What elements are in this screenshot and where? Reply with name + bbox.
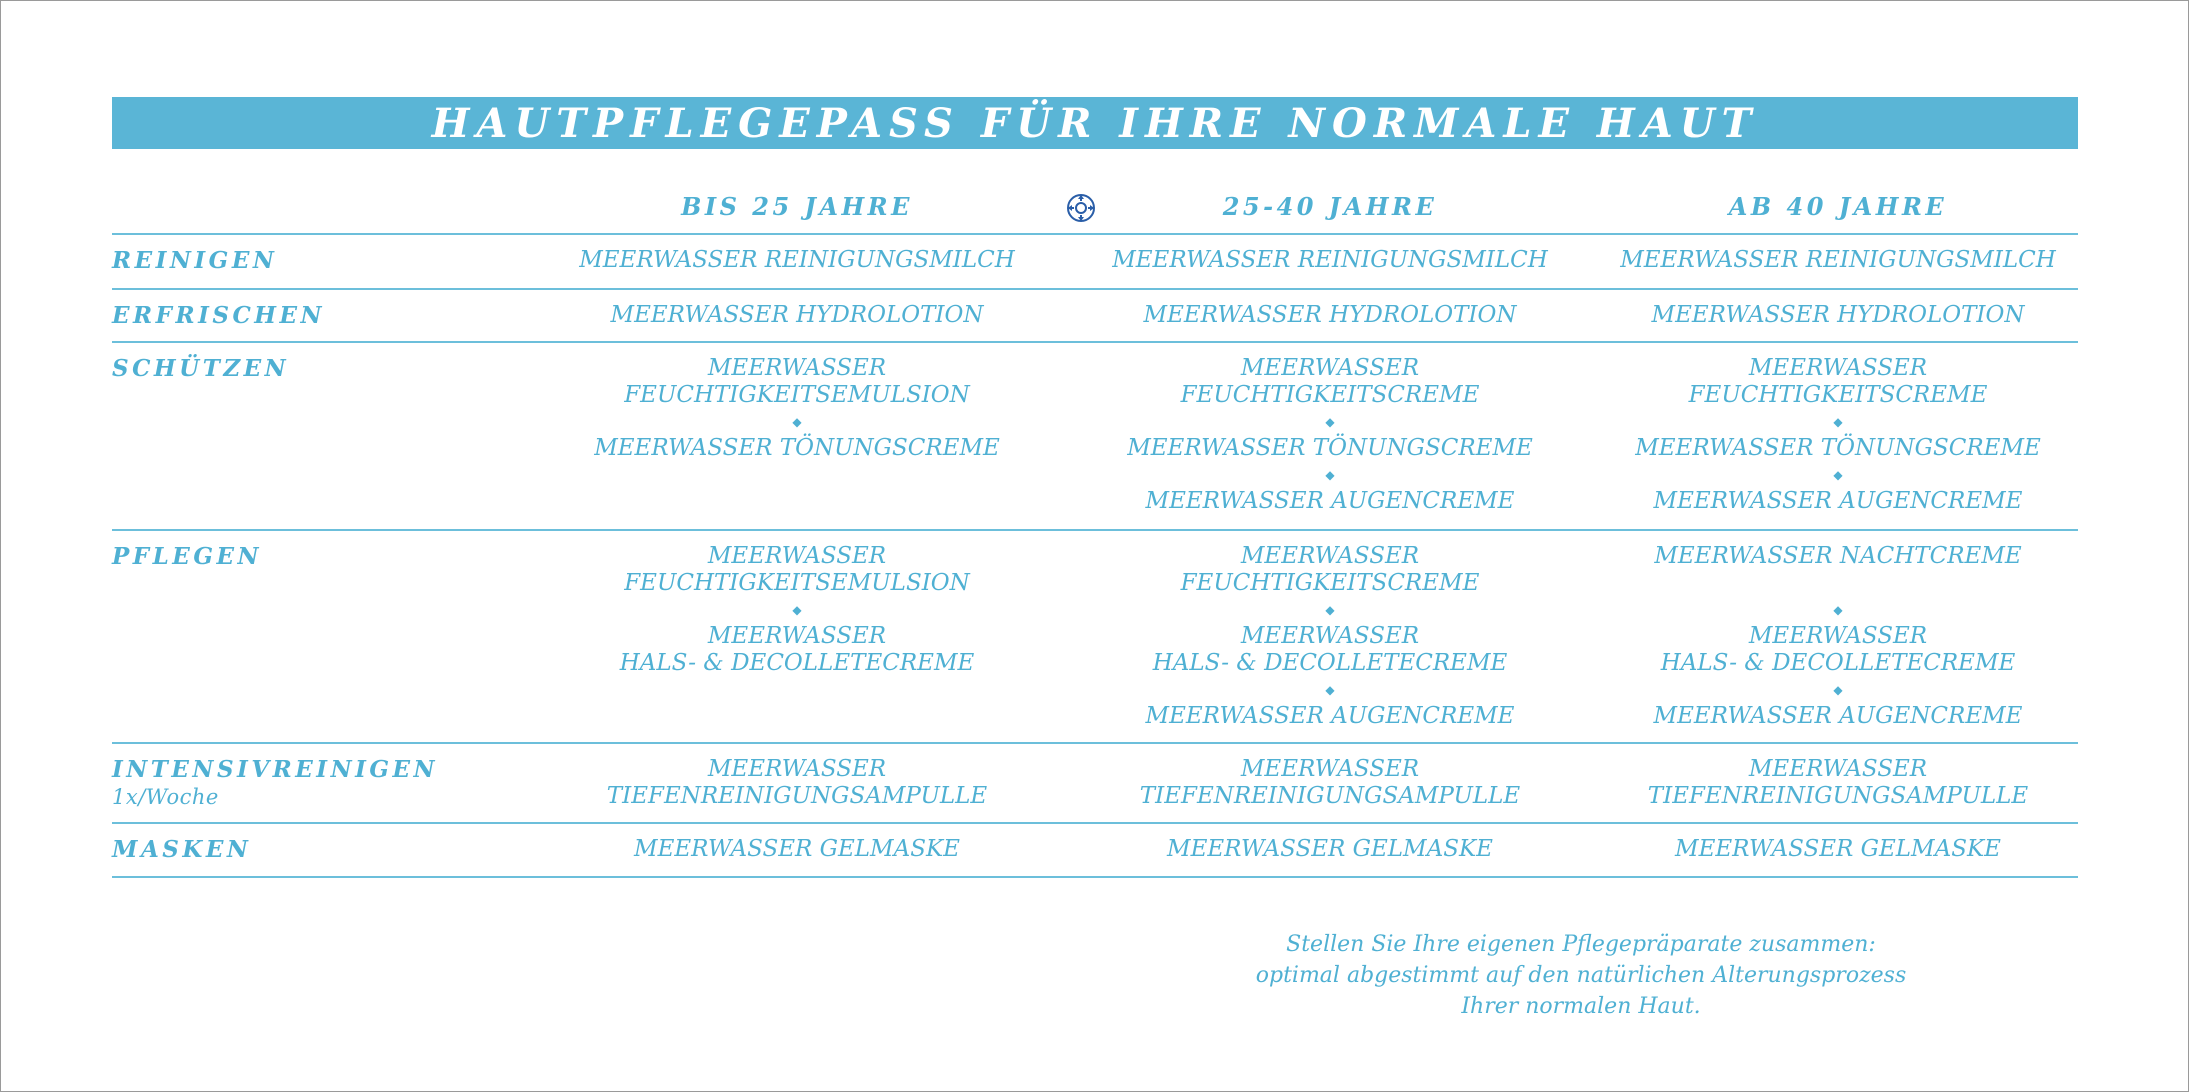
table-row xyxy=(112,343,2078,531)
header-empty-cell xyxy=(112,171,532,233)
product-name: TIEFENREINIGUNGSAMPULLE xyxy=(1647,783,2029,809)
product-name: MEERWASSER HYDROLOTION xyxy=(1143,302,1517,328)
table-cell xyxy=(532,343,1062,529)
product-name: MEERWASSER xyxy=(1240,543,1420,569)
table-cell xyxy=(532,235,1062,288)
product-name: FEUCHTIGKEITSEMULSION xyxy=(624,382,970,408)
page-title: HAUTPFLEGEPASS FÜR IHRE NORMALE HAUT xyxy=(431,99,1759,147)
separator-diamond-icon: ◆ xyxy=(1325,603,1335,617)
care-table xyxy=(112,171,2078,878)
footnote-line: Stellen Sie Ihre eigenen Pflegepräparate zusammen: xyxy=(1286,932,1876,957)
product-name: MEERWASSER HYDROLOTION xyxy=(610,302,984,328)
column-header: AB 40 JAHRE xyxy=(1728,192,1948,221)
row-label-sub: 1x/Woche xyxy=(112,785,219,809)
title-banner xyxy=(112,97,2078,149)
table-cell xyxy=(1062,744,1598,822)
row-label xyxy=(112,235,532,288)
table-cell xyxy=(532,824,1062,876)
table-cell xyxy=(1598,824,2078,876)
separator-diamond-icon: ◆ xyxy=(1833,415,1843,429)
product-name: MEERWASSER GELMASKE xyxy=(1675,836,2001,862)
product-name: MEERWASSER AUGENCREME xyxy=(1145,703,1515,729)
table-header-row xyxy=(112,171,2078,235)
row-label xyxy=(112,290,532,341)
row-label xyxy=(112,343,532,529)
column-header: 25-40 JAHRE xyxy=(1222,192,1438,221)
separator-diamond-icon: ◆ xyxy=(1325,415,1335,429)
row-label-text: PFLEGEN xyxy=(112,543,263,570)
row-label xyxy=(112,824,532,876)
row-label-text: MASKEN xyxy=(112,836,252,863)
product-name: MEERWASSER REINIGUNGSMILCH xyxy=(1620,247,2056,273)
table-cell xyxy=(1598,235,2078,288)
row-label-text: SCHÜTZEN xyxy=(112,355,290,382)
table-cell xyxy=(532,744,1062,822)
table-cell xyxy=(1062,824,1598,876)
column-header-wrap xyxy=(1062,171,1598,233)
row-label-text: ERFRISCHEN xyxy=(112,302,326,329)
row-label-text: INTENSIVREINIGEN xyxy=(112,756,439,783)
product-name: HALS- & DECOLLETECREME xyxy=(619,650,975,676)
row-label xyxy=(112,744,532,822)
row-label xyxy=(112,531,532,742)
footnote-line: optimal abgestimmt auf den natürlichen Alterungsprozess xyxy=(1255,963,1907,988)
product-name: MEERWASSER AUGENCREME xyxy=(1145,488,1515,514)
table-row xyxy=(112,235,2078,290)
table-row xyxy=(112,744,2078,824)
table-cell xyxy=(1062,531,1598,742)
table-cell xyxy=(532,290,1062,341)
crosshair-target-icon xyxy=(1066,193,1096,223)
footnote-line: Ihrer normalen Haut. xyxy=(1461,994,1701,1019)
product-name: HALS- & DECOLLETECREME xyxy=(1152,650,1508,676)
separator-diamond-icon: ◆ xyxy=(1833,683,1843,697)
product-name: TIEFENREINIGUNGSAMPULLE xyxy=(606,783,988,809)
table-row xyxy=(112,290,2078,343)
product-name: MEERWASSER xyxy=(1240,355,1420,381)
product-name: MEERWASSER GELMASKE xyxy=(634,836,960,862)
product-name: MEERWASSER TÖNUNGSCREME xyxy=(1635,435,2041,461)
column-header: BIS 25 JAHRE xyxy=(681,192,913,221)
product-name: MEERWASSER xyxy=(707,355,887,381)
product-name: FEUCHTIGKEITSEMULSION xyxy=(624,570,970,596)
separator-diamond-icon: ◆ xyxy=(1325,683,1335,697)
product-name xyxy=(1598,570,2078,597)
product-name: MEERWASSER xyxy=(1240,623,1420,649)
product-name: MEERWASSER TÖNUNGSCREME xyxy=(1127,435,1533,461)
table-cell xyxy=(1598,343,2078,529)
product-name: MEERWASSER xyxy=(1748,756,1928,782)
table-cell xyxy=(1062,235,1598,288)
product-name: HALS- & DECOLLETECREME xyxy=(1660,650,2016,676)
table-row xyxy=(112,824,2078,878)
product-name: MEERWASSER REINIGUNGSMILCH xyxy=(1112,247,1548,273)
table-cell xyxy=(1598,531,2078,742)
separator-diamond-icon: ◆ xyxy=(792,415,802,429)
product-name: MEERWASSER xyxy=(707,756,887,782)
separator-diamond-icon: ◆ xyxy=(1833,468,1843,482)
product-name: MEERWASSER HYDROLOTION xyxy=(1651,302,2025,328)
product-name: MEERWASSER AUGENCREME xyxy=(1653,488,2023,514)
product-name: FEUCHTIGKEITSCREME xyxy=(1688,382,1988,408)
product-name: FEUCHTIGKEITSCREME xyxy=(1180,570,1480,596)
table-cell xyxy=(1062,290,1598,341)
product-name: MEERWASSER REINIGUNGSMILCH xyxy=(579,247,1015,273)
separator-diamond-icon: ◆ xyxy=(792,603,802,617)
separator-diamond-icon: ◆ xyxy=(1833,603,1843,617)
product-name: MEERWASSER TÖNUNGSCREME xyxy=(594,435,1000,461)
product-name: MEERWASSER xyxy=(1240,756,1420,782)
product-name: MEERWASSER xyxy=(707,623,887,649)
product-name: MEERWASSER xyxy=(1748,355,1928,381)
product-name: MEERWASSER xyxy=(1748,623,1928,649)
product-name: TIEFENREINIGUNGSAMPULLE xyxy=(1139,783,1521,809)
table-cell xyxy=(1598,744,2078,822)
product-name: FEUCHTIGKEITSCREME xyxy=(1180,382,1480,408)
product-name: MEERWASSER AUGENCREME xyxy=(1653,703,2023,729)
product-name: MEERWASSER xyxy=(707,543,887,569)
row-label-text: REINIGEN xyxy=(112,247,278,274)
table-row xyxy=(112,531,2078,744)
product-name: MEERWASSER NACHTCREME xyxy=(1654,543,2022,569)
separator-diamond-icon: ◆ xyxy=(1325,468,1335,482)
table-cell xyxy=(1598,290,2078,341)
product-name: MEERWASSER GELMASKE xyxy=(1167,836,1493,862)
table-cell xyxy=(532,531,1062,742)
table-cell xyxy=(1062,343,1598,529)
footnote xyxy=(1181,929,1981,1022)
